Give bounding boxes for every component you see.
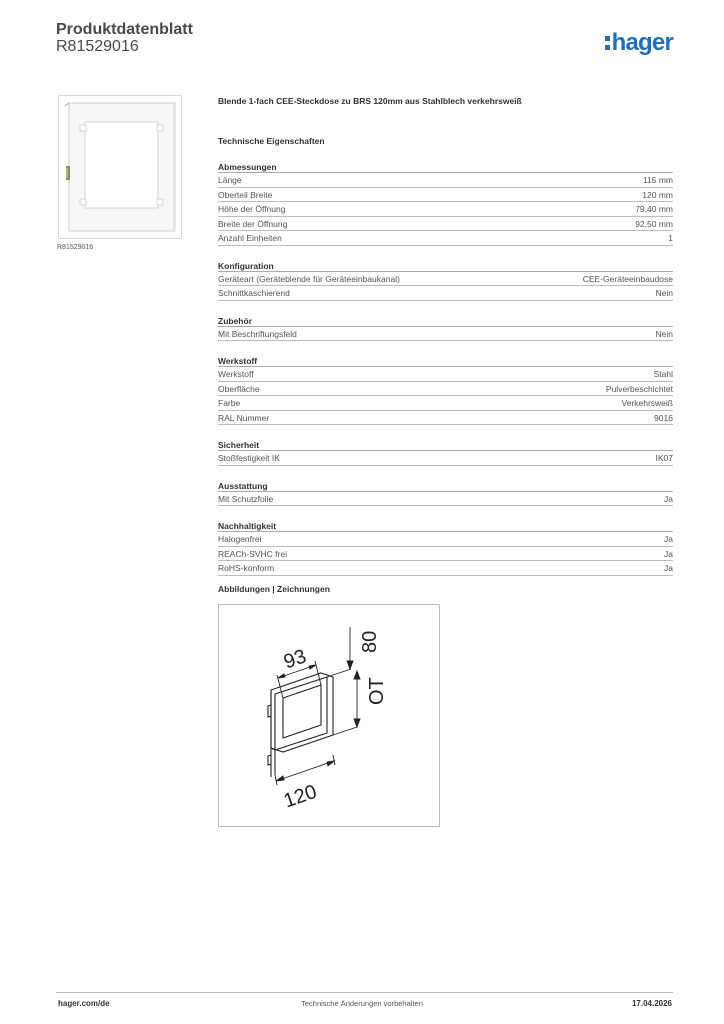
section-safety <box>218 439 673 466</box>
spec-label: REACh-SVHC frei <box>218 548 287 559</box>
document-title: Produktdatenblatt <box>56 21 193 38</box>
drawings-heading: Abbildungen | Zeichnungen <box>218 584 330 594</box>
dim-80: 80 <box>359 630 381 653</box>
spec-label: Oberteil Breite <box>218 189 273 200</box>
spec-row <box>218 451 673 466</box>
spec-label: Werkstoff <box>218 369 254 379</box>
section-title: Konfiguration <box>218 260 673 272</box>
spec-value: Verkehrsweiß <box>621 398 673 408</box>
spec-label: Mit Beschriftungsfeld <box>218 328 297 339</box>
section-configuration <box>218 260 673 301</box>
section-title: Nachhaltigkeit <box>218 520 673 532</box>
spec-row <box>218 382 673 397</box>
dim-ot: OT <box>366 677 388 705</box>
spec-row <box>218 547 673 562</box>
section-sustainability <box>218 520 673 576</box>
section-accessories <box>218 315 673 342</box>
spec-value: Ja <box>664 548 673 559</box>
spec-value: 1 <box>668 233 673 243</box>
section-material <box>218 355 673 425</box>
spec-value: Pulverbeschichtet <box>605 383 673 394</box>
spec-row <box>218 561 673 576</box>
image-caption: R81529016 <box>57 244 94 251</box>
spec-value: Nein <box>655 288 673 298</box>
cover-plate-image <box>59 96 181 238</box>
section-title: Zubehör <box>218 315 673 327</box>
spec-row <box>218 173 673 188</box>
spec-row <box>218 202 673 217</box>
spec-row <box>218 367 673 382</box>
logo-wordmark: hager <box>611 29 673 56</box>
spec-label: Breite der Öffnung <box>218 218 288 229</box>
spec-row <box>218 188 673 203</box>
spec-value: Ja <box>664 563 673 573</box>
spec-label: Stoßfestigkeit IK <box>218 453 280 463</box>
technical-drawing <box>218 604 440 827</box>
spec-row <box>218 231 673 246</box>
spec-row <box>218 532 673 547</box>
dim-120: 120 <box>280 780 320 813</box>
section-dimensions <box>218 161 673 246</box>
hager-logo <box>605 28 673 58</box>
spec-value: 9016 <box>654 412 673 423</box>
spec-row <box>218 272 673 287</box>
footer-divider <box>56 992 673 993</box>
spec-label: RoHS-konform <box>218 563 275 573</box>
spec-label: Schnittkaschierend <box>218 288 290 298</box>
section-title: Ausstattung <box>218 480 673 492</box>
spec-value: 92,50 mm <box>635 218 673 229</box>
footer-note: Technische Änderungen vorbehalten <box>301 999 423 1008</box>
spec-value: Ja <box>664 534 673 544</box>
spec-label: Oberfläche <box>218 383 260 394</box>
product-image <box>58 95 182 239</box>
dimension-drawing <box>219 605 439 826</box>
footer-website: hager.com/de <box>58 999 110 1008</box>
section-title: Abmessungen <box>218 161 673 173</box>
spec-value: IK07 <box>655 453 673 463</box>
spec-label: Geräteart (Geräteblende für Geräteeinbaukanal) <box>218 273 400 284</box>
section-title: Sicherheit <box>218 439 673 451</box>
spec-value: 115 mm <box>642 175 673 185</box>
spec-label: RAL Nummer <box>218 412 270 423</box>
tech-heading: Technische Eigenschaften <box>218 136 325 146</box>
logo-dots-icon <box>605 36 610 50</box>
footer-date: 17.04.2026 <box>631 999 672 1008</box>
spec-value: Ja <box>664 493 673 504</box>
spec-label: Mit Schutzfolie <box>218 493 274 504</box>
spec-value: 79,40 mm <box>635 204 673 214</box>
spec-label: Halogenfrei <box>218 534 262 544</box>
spec-value: Stahl <box>653 369 673 379</box>
plate-opening <box>283 685 321 738</box>
product-description: Blende 1-fach CEE-Steckdose zu BRS 120mm aus Stahlblech verkehrsweiß <box>218 96 522 106</box>
spec-label: Länge <box>218 175 242 185</box>
section-equipment <box>218 480 673 507</box>
spec-label: Anzahl Einheiten <box>218 233 282 243</box>
spec-value: CEE-Geräteeinbaudose <box>582 273 673 284</box>
spec-row <box>218 492 673 507</box>
spec-row <box>218 286 673 301</box>
spec-value: Nein <box>655 328 673 339</box>
product-details <box>218 95 673 576</box>
product-number: R81529016 <box>56 38 139 55</box>
spec-row <box>218 411 673 426</box>
dim-93: 93 <box>280 645 310 674</box>
spec-row <box>218 327 673 342</box>
spec-value: 120 mm <box>642 189 673 200</box>
spec-row <box>218 217 673 232</box>
spec-row <box>218 396 673 411</box>
spec-label: Farbe <box>218 398 241 408</box>
section-title: Werkstoff <box>218 355 673 367</box>
spec-label: Höhe der Öffnung <box>218 204 286 214</box>
